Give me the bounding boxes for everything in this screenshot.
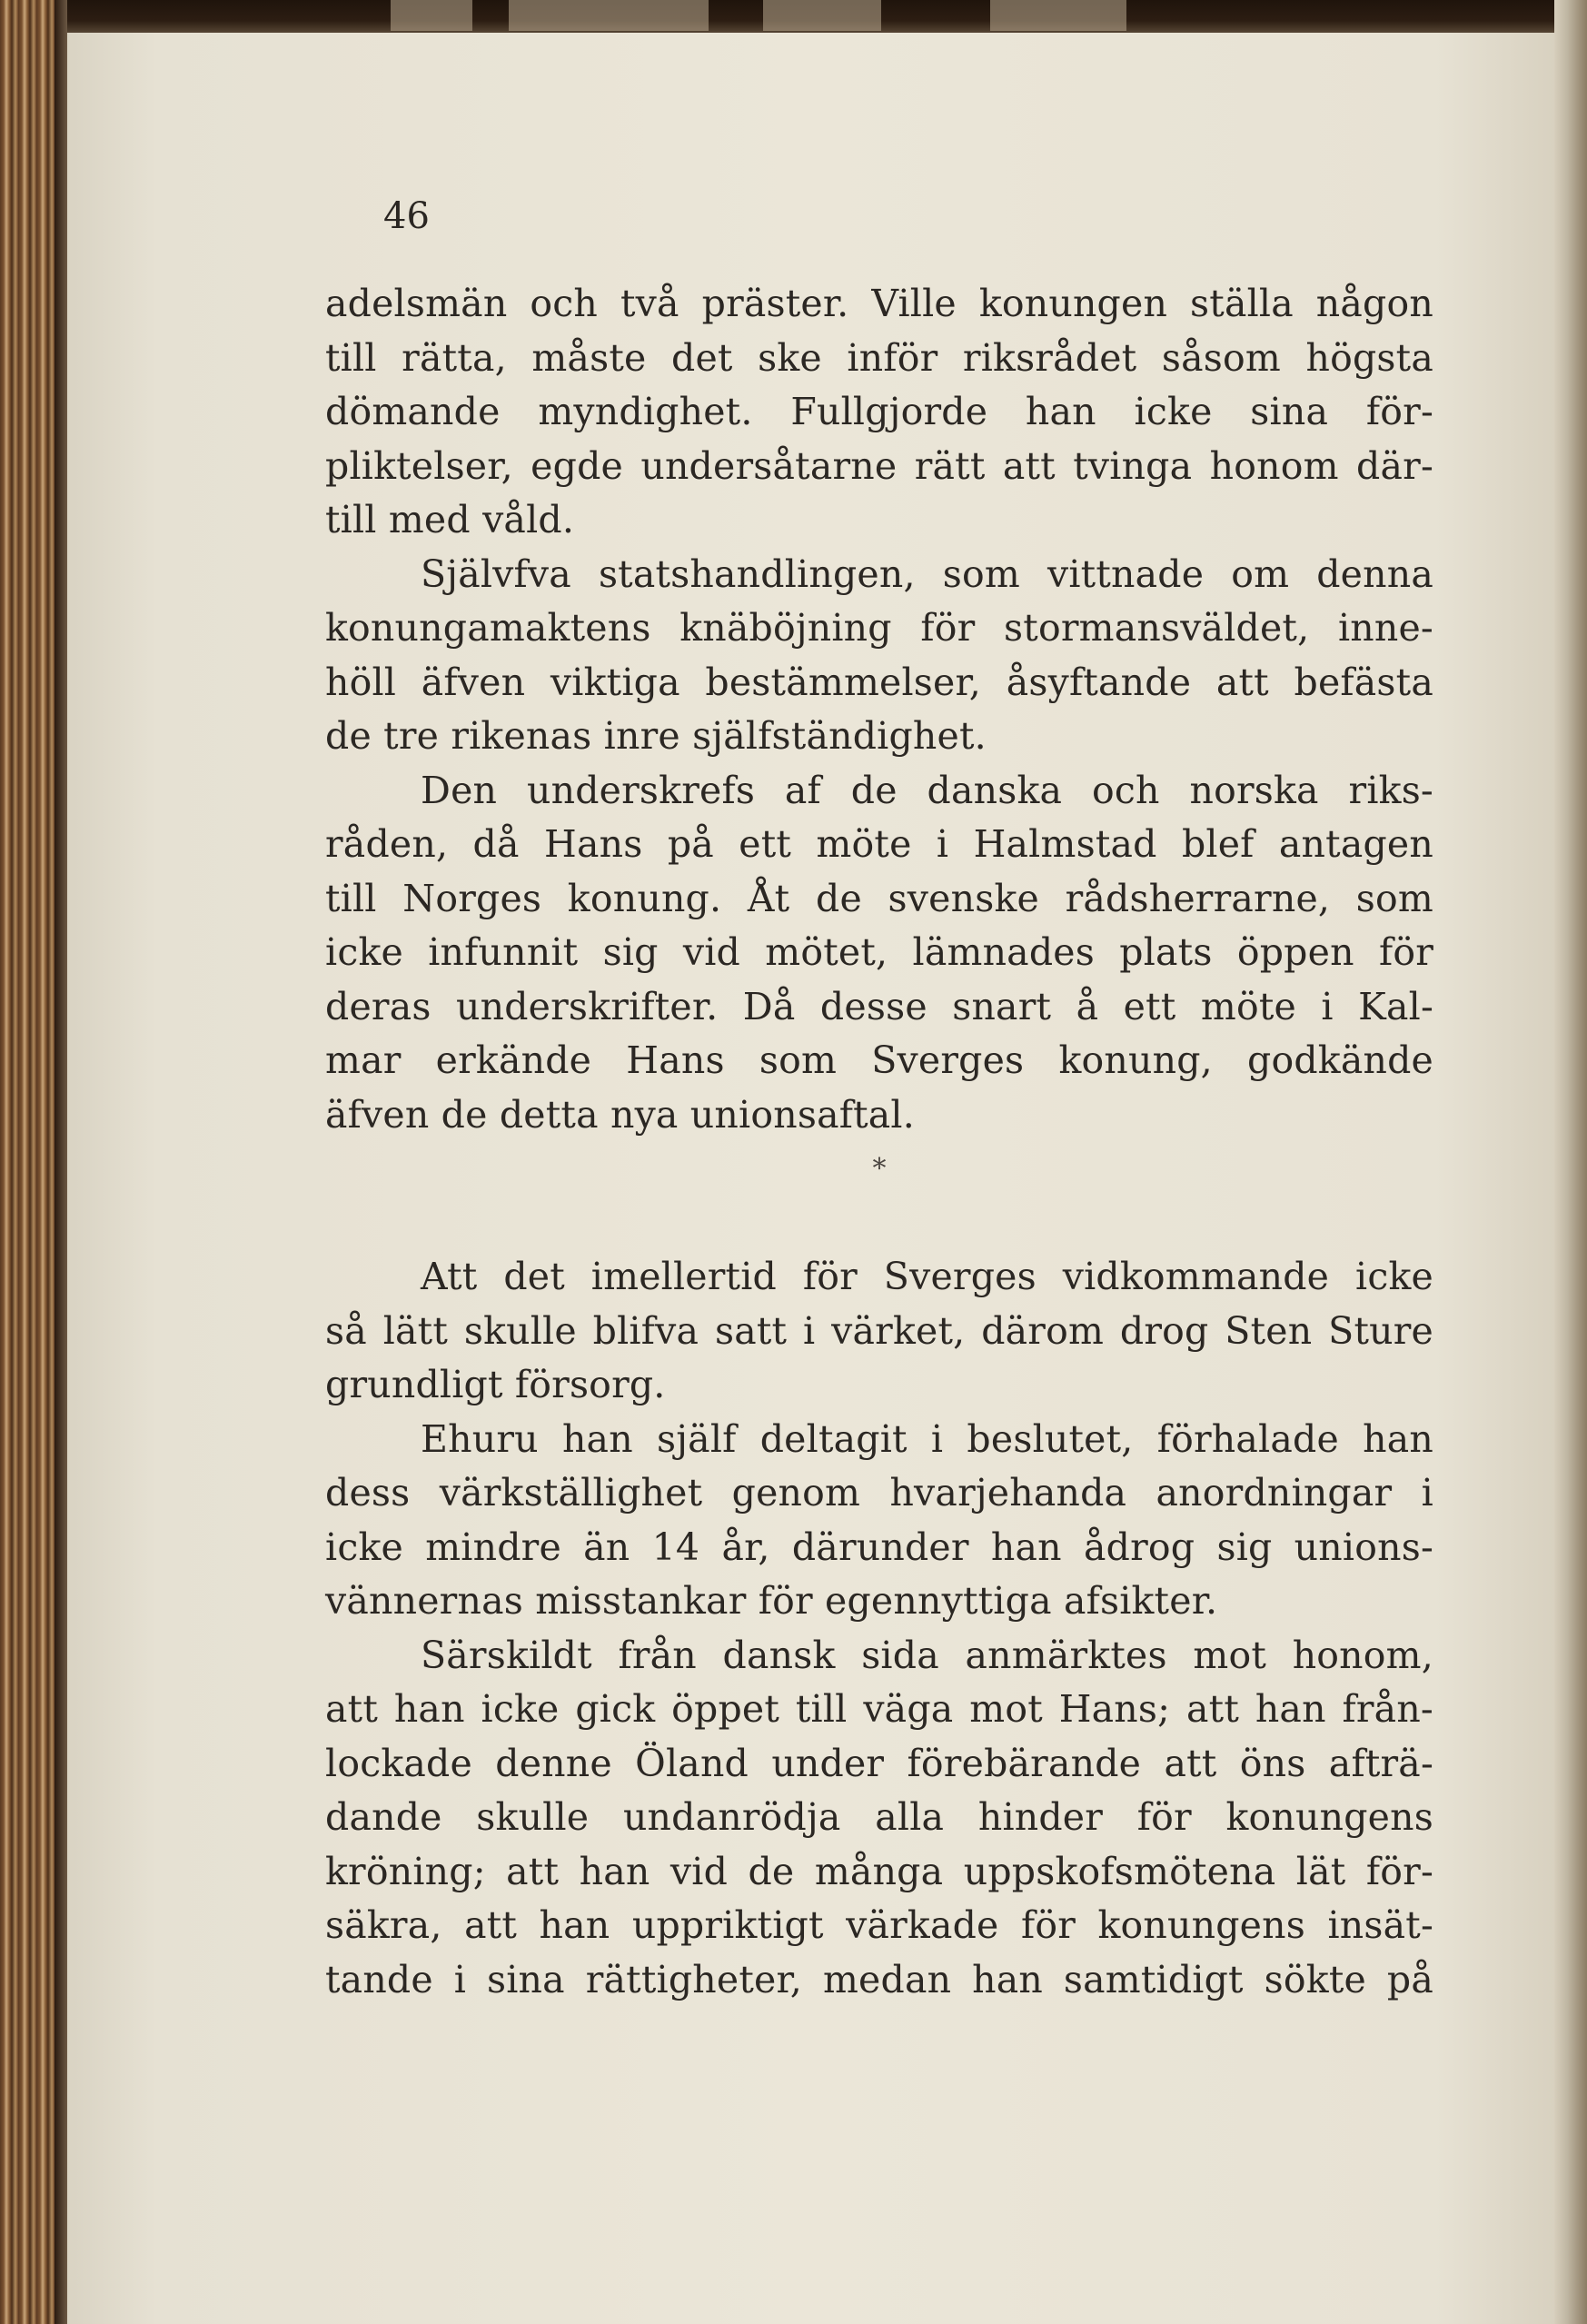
text-line: pliktelser, egde undersåtarne rätt att tvinga honom där-: [325, 443, 1433, 488]
text-line: dömande myndighet. Fullgjorde han icke sina för-: [325, 390, 1433, 433]
top-torn-fragment: [990, 0, 1126, 31]
top-torn-fragment: [509, 0, 709, 31]
text-line: till Norges konung. Åt de svenske rådsherrarne, som: [325, 876, 1433, 920]
text-line: icke infunnit sig vid mötet, lämnades plats öppen för: [325, 930, 1433, 974]
text-line: Den underskrefs af de danska och norska riks-: [421, 768, 1433, 812]
text-line: konungamaktens knäböjning för stormansväldet, inne-: [325, 606, 1433, 650]
text-line: så lätt skulle blifva satt i värket, därom drog Sten Sture: [325, 1308, 1433, 1353]
text-line: råden, då Hans på ett möte i Halmstad blef antagen: [325, 822, 1433, 866]
text-line: säkra, att han uppriktigt värkade för konungens insät-: [325, 1903, 1433, 1947]
text-line: tande i sina rättigheter, medan han samtidigt sökte på: [325, 1957, 1433, 2001]
right-page-edge: [1554, 0, 1587, 2324]
text-line: Ehuru han själf deltagit i beslutet, förhalade han: [421, 1416, 1433, 1461]
top-torn-fragment: [763, 0, 881, 31]
text-line: Självfva statshandlingen, som vittnade om denna: [421, 551, 1433, 596]
text-line: dande skulle undanrödja alla hinder för konungens: [325, 1795, 1433, 1839]
text-line: lockade denne Öland under förebärande att öns afträ-: [325, 1741, 1433, 1785]
text-line: dess värkställighet genom hvarjehanda anordningar i: [325, 1471, 1433, 1515]
text-line: mar erkände Hans som Sverges konung, godkände: [325, 1038, 1433, 1082]
text-line: till rätta, måste det ske inför riksrådet såsom högsta: [325, 335, 1433, 380]
text-line: höll äfven viktiga bestämmelser, åsyftande att befästa: [325, 660, 1433, 704]
text-line: Särskildt från dansk sida anmärktes mot honom,: [421, 1633, 1433, 1677]
text-line: de tre rikenas inre själfständighet.: [325, 714, 987, 758]
text-line: icke mindre än 14 år, därunder han ådrog sig unions-: [325, 1525, 1433, 1569]
blank-line: [325, 1197, 1433, 1251]
body-text: [325, 277, 1433, 2007]
spine-shadow: [55, 0, 67, 2324]
text-line: kröning; att han vid de många uppskofsmötena lät för-: [325, 1849, 1433, 1893]
text-line: till med våld.: [325, 498, 575, 541]
page-number: 46: [383, 195, 430, 237]
text-line: att han icke gick öppet till väga mot Hans; att han från-: [325, 1687, 1433, 1731]
text-line: vännernas misstankar för egennyttiga afsikter.: [325, 1579, 1218, 1623]
top-torn-fragment: [391, 0, 472, 31]
section-separator: *: [872, 1153, 887, 1185]
text-line: Att det imellertid för Sverges vidkommande icke: [421, 1255, 1433, 1298]
text-line: äfven de detta nya unionsaftal.: [325, 1092, 915, 1137]
text-line: adelsmän och två präster. Ville konungen ställa någon: [325, 282, 1433, 325]
text-line: grundligt försorg.: [325, 1363, 666, 1406]
text-line: deras underskrifter. Då desse snart å ett möte i Kal-: [325, 984, 1433, 1028]
